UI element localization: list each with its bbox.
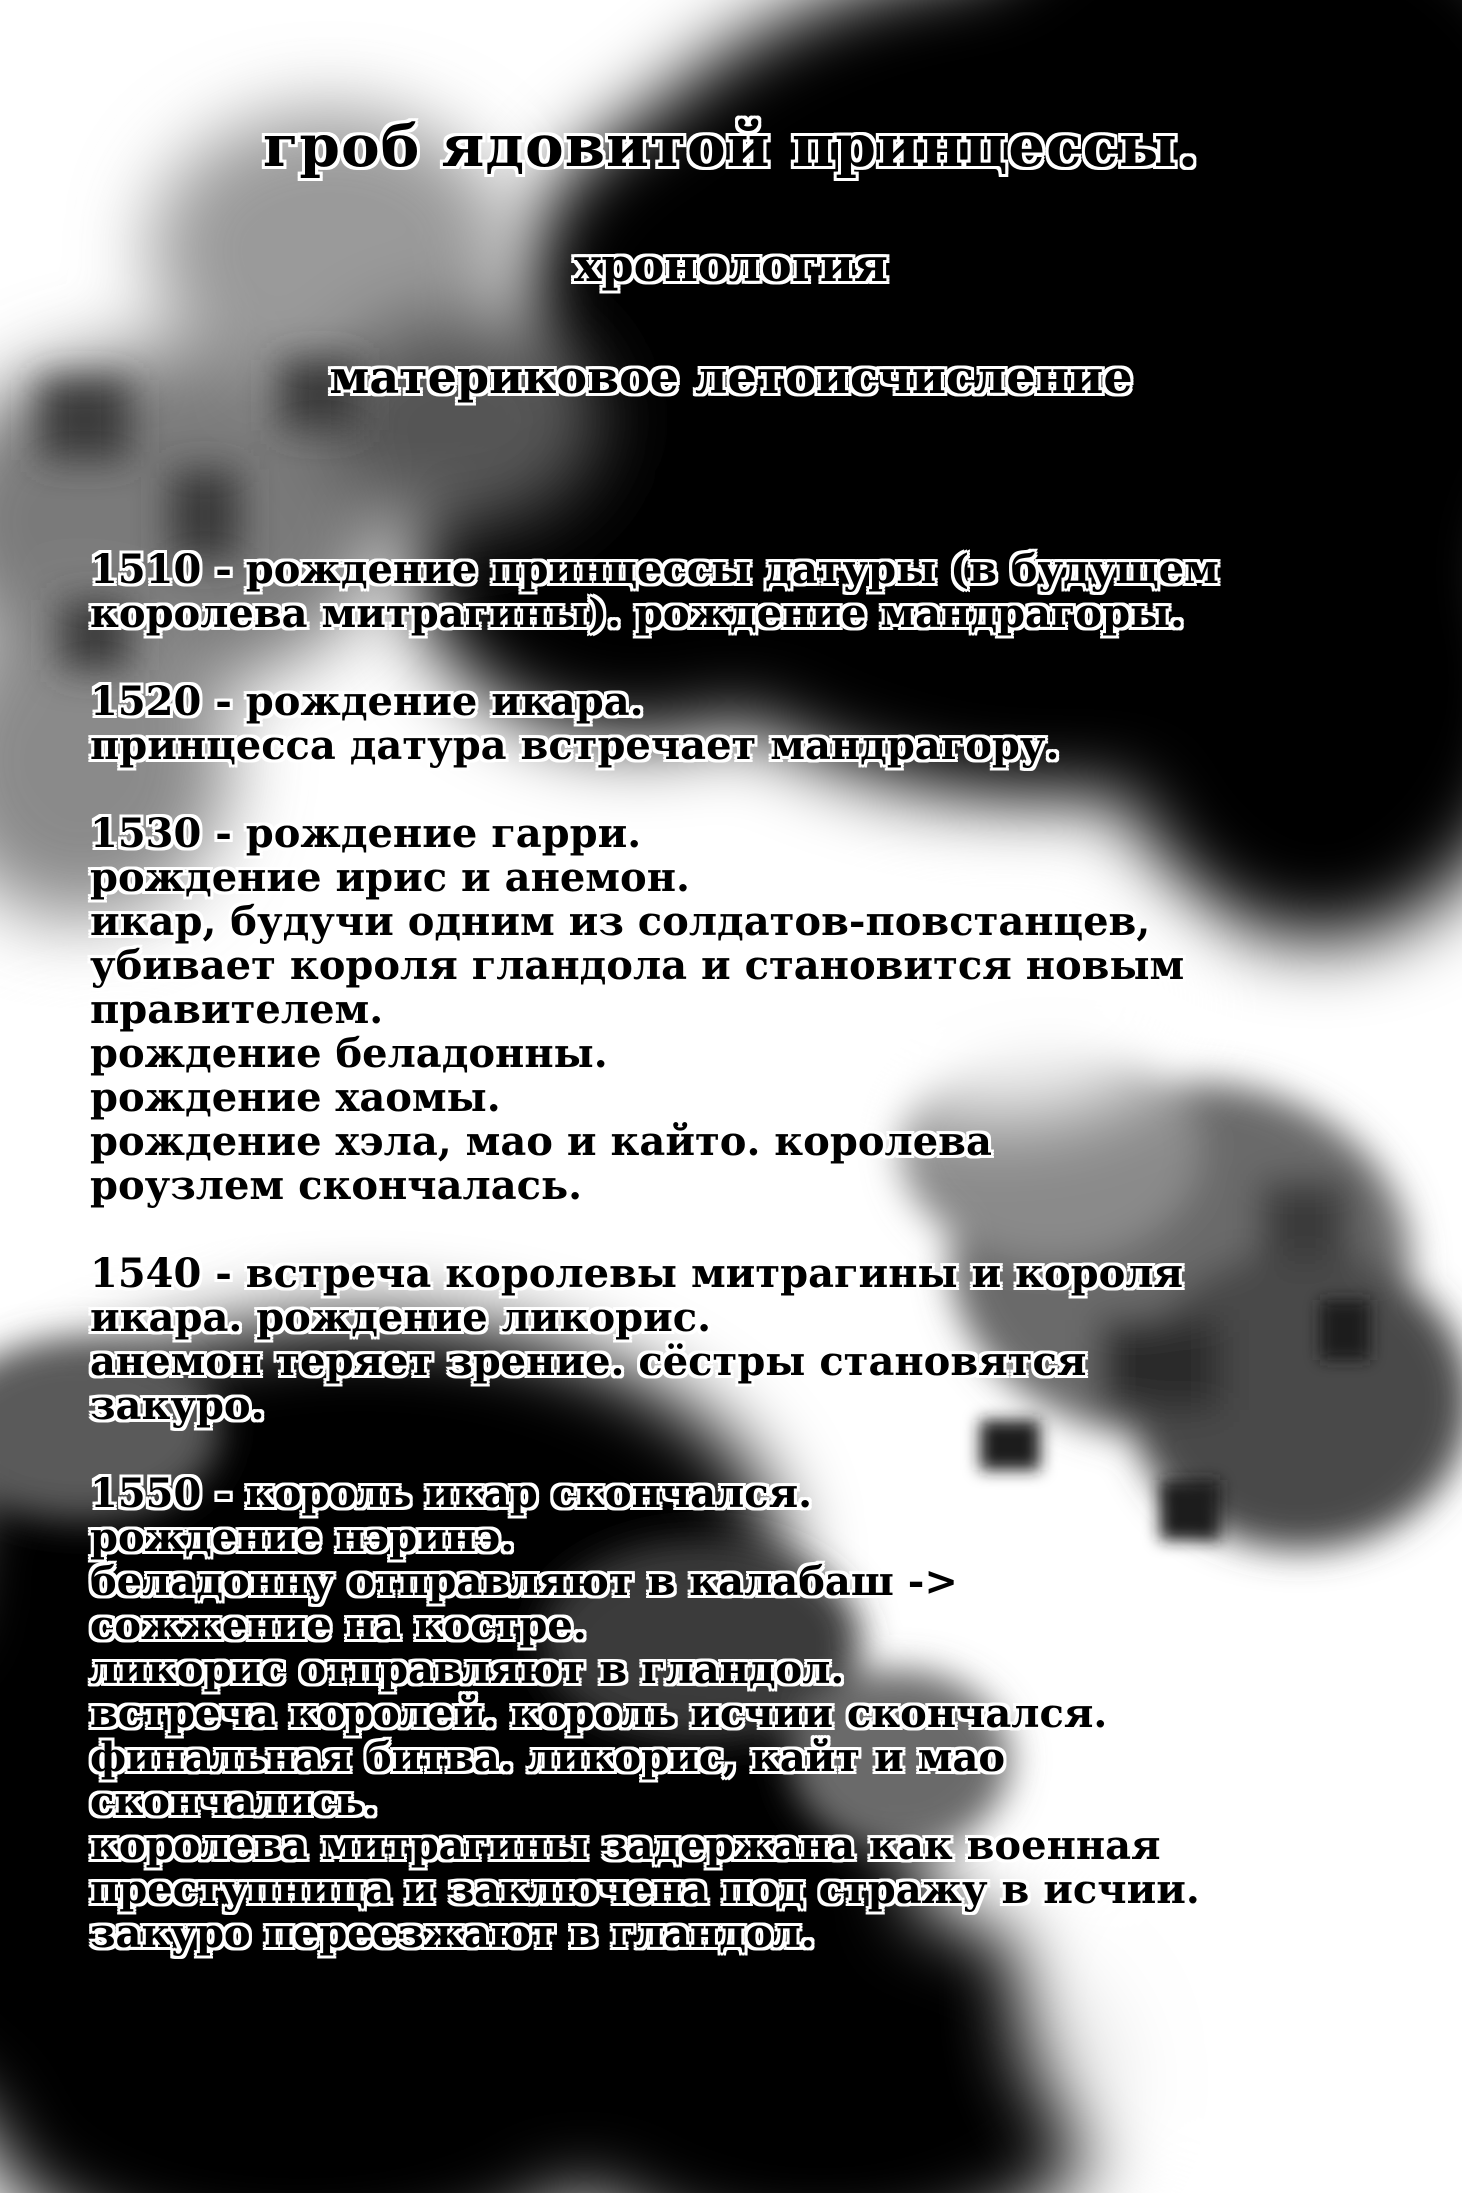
timeline-line: 1540 - встреча королевы митрагины и короля — [90, 1250, 1184, 1297]
timeline-line: рождение нэринэ. — [90, 1514, 515, 1561]
timeline-line: 1520 - рождение икара. — [90, 678, 644, 725]
timeline-line: закуро переезжают в гландол. — [90, 1910, 815, 1957]
timeline-line: сожжение на костре. — [90, 1602, 587, 1649]
timeline-entry-1510 — [90, 548, 1420, 636]
timeline-list — [90, 548, 1420, 2000]
timeline-line: икар, будучи одним из солдатов-повстанцев, — [90, 898, 1151, 945]
timeline-line: беладонну отправляют в калабаш -> — [90, 1558, 958, 1605]
timeline-entry-1530 — [90, 812, 1420, 1208]
calendar-subtitle: материковое летоисчисление — [329, 350, 1133, 404]
page-title: гроб ядовитой принцессы. — [262, 112, 1200, 180]
timeline-line: убивает короля гландола и становится новым — [90, 942, 1185, 989]
timeline-entry-1520 — [90, 680, 1420, 768]
timeline-line: королева митрагины). рождение мандрагоры. — [90, 590, 1185, 637]
timeline-line: анемон теряет зрение. сёстры становятся — [90, 1338, 1087, 1385]
timeline-line: роузлем скончалась. — [90, 1162, 583, 1209]
timeline-line: рождение хаомы. — [90, 1074, 501, 1121]
timeline-line: правителем. — [90, 986, 384, 1033]
timeline-line: 1510 - рождение принцессы датуры (в будущем — [90, 546, 1219, 593]
timeline-line: королева митрагины задержана как военная — [90, 1822, 1161, 1869]
timeline-entry-1540 — [90, 1252, 1420, 1428]
timeline-line: финальная битва. ликорис, кайт и мао — [90, 1734, 1006, 1781]
section-subtitle: хронология — [573, 238, 889, 292]
timeline-line: икара. рождение ликорис. — [90, 1294, 712, 1341]
timeline-line: 1530 - рождение гарри. — [90, 810, 642, 857]
timeline-line: 1550 - король икар скончался. — [90, 1470, 813, 1517]
timeline-entry-1550 — [90, 1472, 1420, 1956]
timeline-line: встреча королей. король исчии скончался. — [90, 1690, 1108, 1737]
timeline-line: принцесса датура встречает мандрагору. — [90, 722, 1060, 769]
timeline-line: рождение ирис и анемон. — [90, 854, 690, 901]
timeline-line: рождение беладонны. — [90, 1030, 608, 1077]
timeline-line: ликорис отправляют в гландол. — [90, 1646, 845, 1693]
timeline-line: закуро. — [90, 1382, 265, 1429]
timeline-line: рождение хэла, мао и кайто. королева — [90, 1118, 992, 1165]
timeline-line: преступница и заключена под стражу в исчии. — [90, 1866, 1200, 1913]
timeline-line: скончались. — [90, 1778, 378, 1825]
